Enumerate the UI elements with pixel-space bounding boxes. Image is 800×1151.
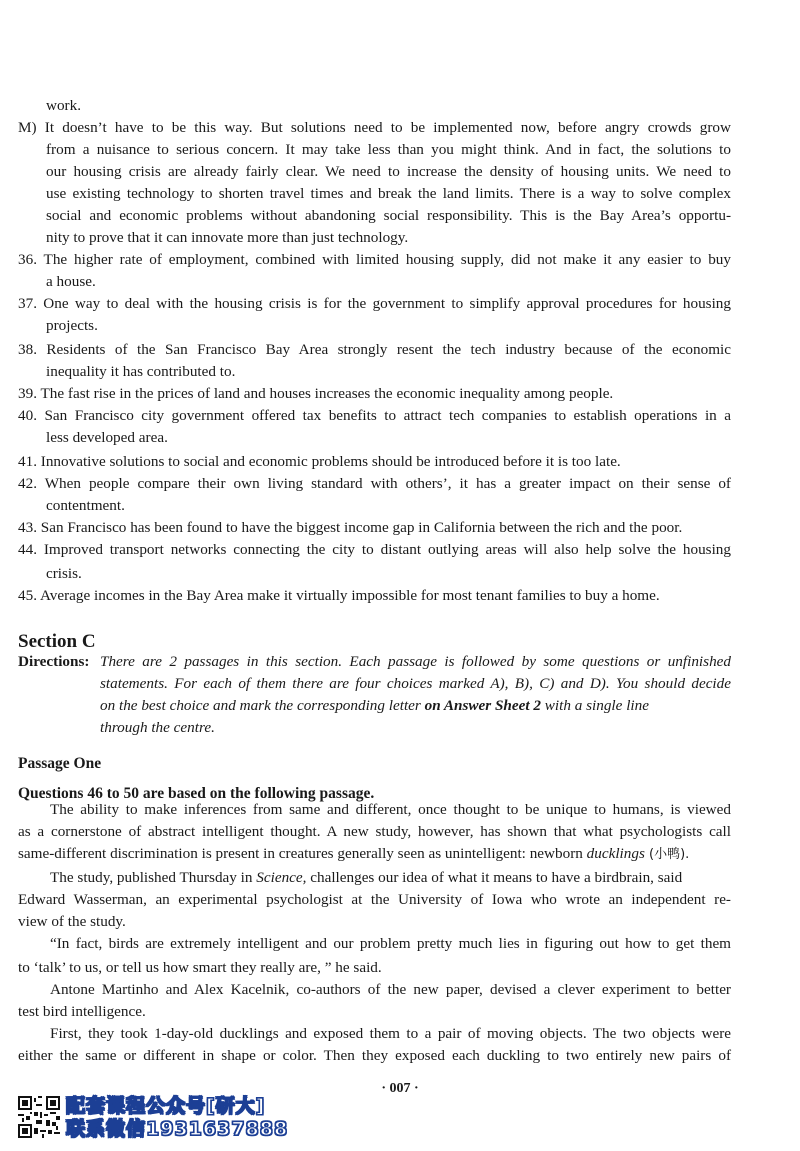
statement-37: 37. One way to deal with the housing crisis is for the government to simplify approval procedures for housing bbox=[18, 295, 731, 312]
passage-line: The ability to make inferences from same and different, once thought to be unique to humans, is viewed bbox=[50, 801, 731, 818]
directions-text: statements. For each of them there are four choices marked A), B), C) and D). You should decide bbox=[100, 675, 731, 692]
statement-39: 39. The fast rise in the prices of land and houses increases the economic inequality among people. bbox=[18, 385, 614, 402]
text-line: our housing crisis are already fairly clear. We need to increase the density of housing units. We need to bbox=[46, 163, 731, 180]
promo-line: 配套课程公众号[研大] bbox=[66, 1095, 266, 1117]
directions-text: There are 2 passages in this section. Each passage is followed by some questions or unfinished bbox=[100, 653, 731, 670]
passage-line: “In fact, birds are extremely intelligent and our problem pretty much lies in figuring out how to get them bbox=[50, 935, 731, 952]
text-line: work. bbox=[46, 97, 82, 114]
statement-42: 42. When people compare their own living standard with others’, it has a greater impact on their sense of bbox=[18, 475, 731, 492]
passage-line: to ‘talk’ to us, or tell us how smart they really are, ” he said. bbox=[18, 959, 382, 976]
passage-line: as a cornerstone of abstract intelligent thought. A new study, however, has shown that what psychologists call bbox=[18, 823, 731, 840]
text-line: social and economic problems without abandoning social responsibility. This is the Bay Area’s opportu- bbox=[46, 207, 731, 224]
text-line: projects. bbox=[46, 317, 98, 334]
passage-line: First, they took 1-day-old ducklings and exposed them to a pair of moving objects. The two objects were bbox=[50, 1025, 731, 1042]
answer-sheet-ref: on Answer Sheet 2 bbox=[424, 697, 541, 714]
passage-line: same-different discrimination is present in creatures generally seen as unintelligent: newborn ducklings (小鸭). bbox=[18, 845, 690, 862]
text-line: crisis. bbox=[46, 565, 82, 582]
passage-line: either the same or different in shape or color. Then they exposed each duckling to two entirely new pairs of bbox=[18, 1047, 731, 1064]
page-number: · 007 · bbox=[381, 1081, 419, 1096]
text-line: from a nuisance to serious concern. It may take less than you might think. And in fact, the solutions to bbox=[46, 141, 731, 158]
directions-text: through the centre. bbox=[100, 719, 215, 736]
passage-line: test bird intelligence. bbox=[18, 1003, 146, 1020]
section-title: Section C bbox=[18, 631, 96, 652]
passage-heading: Passage One bbox=[18, 755, 102, 772]
passage-line: view of the study. bbox=[18, 913, 126, 930]
qr-code-icon bbox=[18, 1096, 60, 1138]
questions-heading: Questions 46 to 50 are based on the following passage. bbox=[18, 785, 375, 802]
text-line: nity to prove that it can innovate more than just technology. bbox=[46, 229, 409, 246]
passage-line: Edward Wasserman, an experimental psychologist at the University of Iowa who wrote an independent re- bbox=[18, 891, 731, 908]
statement-36: 36. The higher rate of employment, combined with limited housing supply, did not make it any easier to buy bbox=[18, 251, 731, 268]
passage-line: Antone Martinho and Alex Kacelnik, co-authors of the new paper, devised a clever experiment to better bbox=[50, 981, 731, 998]
statement-43: 43. San Francisco has been found to have the biggest income gap in California between the rich and the poor. bbox=[18, 519, 683, 536]
directions-text: on the best choice and mark the corresponding letter on Answer Sheet 2 with a single line bbox=[100, 697, 649, 714]
statement-40: 40. San Francisco city government offered tax benefits to attract tech companies to establish operations in a bbox=[18, 407, 731, 424]
statement-38: 38. Residents of the San Francisco Bay Area strongly resent the tech industry because of the economic bbox=[18, 341, 731, 358]
statement-41: 41. Innovative solutions to social and economic problems should be introduced before it is too late. bbox=[18, 453, 621, 470]
statement-44: 44. Improved transport networks connecting the city to distant outlying areas will also help solve the housing bbox=[18, 541, 731, 558]
statement-45: 45. Average incomes in the Bay Area make it virtually impossible for most tenant families to buy a home. bbox=[18, 587, 660, 604]
directions-label: Directions: bbox=[18, 653, 90, 670]
text-line: inequality it has contributed to. bbox=[46, 363, 236, 380]
text-line: less developed area. bbox=[46, 429, 168, 446]
text-line: use existing technology to shorten travel times and break the land limits. There is a way to solve complex bbox=[46, 185, 731, 202]
passage-line: The study, published Thursday in Science, challenges our idea of what it means to have a birdbrain, said bbox=[50, 869, 683, 886]
text-line: a house. bbox=[46, 273, 96, 290]
text-line: M) It doesn’t have to be this way. But solutions need to be implemented now, before angry crowds grow bbox=[18, 119, 731, 136]
promo-line: 联系微信1931637888 bbox=[66, 1118, 289, 1140]
text-line: contentment. bbox=[46, 497, 125, 514]
